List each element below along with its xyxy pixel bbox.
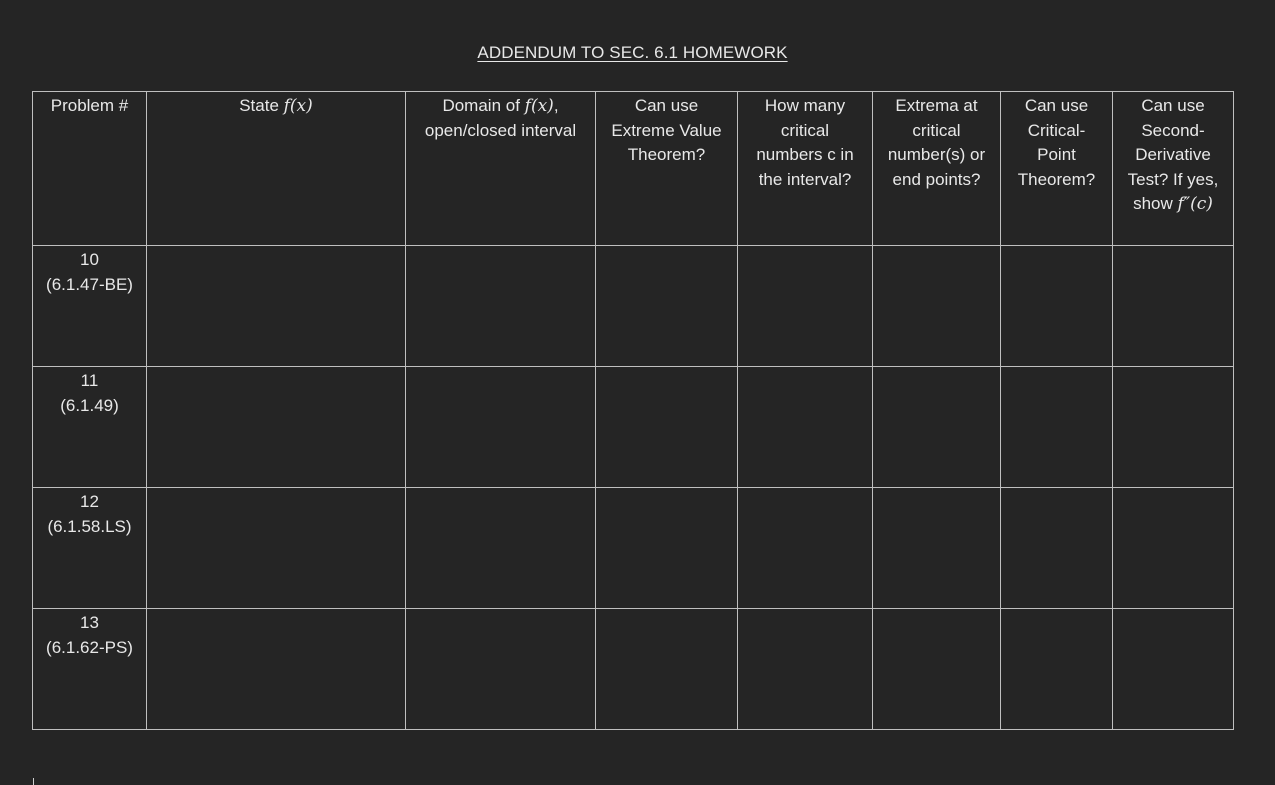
problem-number-cell[interactable]: 11 (6.1.49) [33, 367, 147, 488]
header-domain[interactable]: Domain of f(x), open/closed interval [406, 92, 596, 246]
text-cursor [33, 778, 34, 785]
header-problem-number[interactable]: Problem # [33, 92, 147, 246]
header-critical-numbers[interactable]: How many critical numbers c in the interval? [738, 92, 873, 246]
critical-numbers-cell[interactable] [738, 367, 873, 488]
critical-point-cell[interactable] [1001, 367, 1113, 488]
extrema-cell[interactable] [873, 488, 1001, 609]
table-row [33, 609, 1234, 730]
second-derivative-cell[interactable] [1113, 609, 1234, 730]
math-f-double-prime-of-c: f″(c) [1177, 194, 1213, 214]
header-state-function[interactable]: State f(x) [147, 92, 406, 246]
critical-point-cell[interactable] [1001, 488, 1113, 609]
problem-number-cell[interactable]: 10 (6.1.47-BE) [33, 246, 147, 367]
document-title: ADDENDUM TO SEC. 6.1 HOMEWORK [477, 43, 788, 62]
header-row [33, 92, 1234, 246]
state-function-cell[interactable] [147, 488, 406, 609]
problem-number-cell[interactable]: 13 (6.1.62-PS) [33, 609, 147, 730]
domain-cell[interactable] [406, 488, 596, 609]
extreme-value-cell[interactable] [596, 367, 738, 488]
second-derivative-cell[interactable] [1113, 246, 1234, 367]
header-critical-point-theorem[interactable]: Can use Critical- Point Theorem? [1001, 92, 1113, 246]
problem-number-cell[interactable]: 12 (6.1.58.LS) [33, 488, 147, 609]
extrema-cell[interactable] [873, 367, 1001, 488]
extreme-value-cell[interactable] [596, 488, 738, 609]
math-f-of-x: f(x) [283, 96, 313, 116]
table-row [33, 367, 1234, 488]
header-second-derivative-test[interactable]: Can use Second- Derivative Test? If yes, show f″(c) [1113, 92, 1234, 246]
extrema-cell[interactable] [873, 609, 1001, 730]
critical-numbers-cell[interactable] [738, 246, 873, 367]
header-extrema[interactable]: Extrema at critical number(s) or end points? [873, 92, 1001, 246]
extreme-value-cell[interactable] [596, 609, 738, 730]
extreme-value-cell[interactable] [596, 246, 738, 367]
second-derivative-cell[interactable] [1113, 488, 1234, 609]
second-derivative-cell[interactable] [1113, 367, 1234, 488]
critical-numbers-cell[interactable] [738, 488, 873, 609]
state-function-cell[interactable] [147, 367, 406, 488]
state-function-cell[interactable] [147, 246, 406, 367]
table-row [33, 488, 1234, 609]
table-row [33, 246, 1234, 367]
extrema-cell[interactable] [873, 246, 1001, 367]
domain-cell[interactable] [406, 367, 596, 488]
header-extreme-value-theorem[interactable]: Can use Extreme Value Theorem? [596, 92, 738, 246]
domain-cell[interactable] [406, 609, 596, 730]
critical-numbers-cell[interactable] [738, 609, 873, 730]
critical-point-cell[interactable] [1001, 246, 1113, 367]
state-function-cell[interactable] [147, 609, 406, 730]
homework-table [32, 91, 1234, 730]
critical-point-cell[interactable] [1001, 609, 1113, 730]
domain-cell[interactable] [406, 246, 596, 367]
math-f-of-x: f(x) [524, 96, 554, 116]
